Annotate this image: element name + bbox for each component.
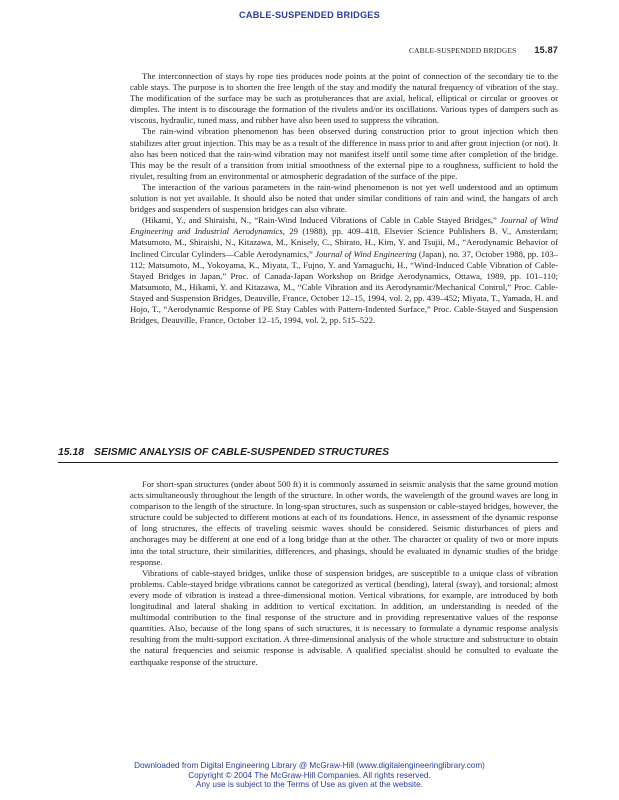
- footer-download-link[interactable]: Downloaded from Digital Engineering Library @ McGraw-Hill (www.digitalengineeringlibrary.com): [134, 761, 485, 770]
- section-title: SEISMIC ANALYSIS OF CABLE-SUSPENDED STRUCTURES: [94, 447, 390, 458]
- paragraph: The interaction of the various parameters in the rain-wind phenomenon is not yet well understood and an optimum solution is not yet available. It should also be noted that under similar conditions of rain and wind, the hangars of arch bridges and suspenders of suspension bridges can also vibrate.: [130, 181, 558, 215]
- running-head-title: CABLE-SUSPENDED BRIDGES: [409, 46, 517, 55]
- body-text-top: [130, 71, 558, 326]
- reference-text: , 29 (1988), pp. 409–418, Elsevier Science Publishers B. V., Amsterdam; Matsumoto, M., Shiraishi, N., Kitazawa, M., Knisely, C., Shirato, H., Kim, Y. and Tsujii, M., “Aerodynamic Behavior of Inclined Circular Cylinders—Cable Aerodynamics,”: [130, 226, 559, 259]
- references-paragraph: [130, 215, 558, 326]
- journal-title: Journal of Wind Engineering: [315, 248, 417, 259]
- paragraph: The rain-wind vibration phenomenon has been observed during construction prior to grout injection which then stabilizes after grout injection. This may be as a result of the difference in mass prior to and after grout injection (or not). It also has been noticed that the rain-wind vibration may not manifest itself until some time after completion of the bridge. This may be the result of a transition from initial smoothness of the external pipe to a roughness, sufficient to hold the rivulet, resulting from an environmental or atmospheric degradation of the surface of the pipe.: [130, 126, 558, 181]
- paragraph: For short-span structures (under about 500 ft) it is commonly assumed in seismic analysis that the same ground motion acts simultaneously throughout the length of the structure. In other words, the wavelength of the ground waves are long in comparison to the length of the structure. In long-span structures, such as suspension or cable-stayed bridges, however, the structure could be subjected to different motions at each of its foundations. Hence, in assessment of the dynamic response of long structures, the effects of traveling seismic waves should be considered. Seismic disturbances of piers and anchorages may be different at one end of a long bridge than at the other. The character or quality of two or more inputs into the total structure, their similarities, differences, and phasings, should be evaluated in dynamic studies of the bridge response.: [130, 479, 558, 567]
- footer-terms-link[interactable]: Any use is subject to the Terms of Use as given at the website.: [196, 780, 423, 790]
- paragraph: The interconnection of stays by rope ties produces node points at the point of connection of the secondary tie to the cable stays. The purpose is to shorten the free length of the stay and modify the natural frequency of vibration of the stay. The modification of the surface may be such as protuberances that are axial, helical, elliptical or circular or grooves or dimples. The intent is to discourage the formation of the rivulets and/or its oscillations. Various types of dampers such as viscous, hydraulic, tuned mass, and rubber have also been used to suppress the vibration.: [130, 71, 558, 126]
- reference-text: (Japan), no. 37, October 1988, pp. 103–112; Matsumoto, M., Yokoyama, K., Miyata, T., Fujno, Y. and Yamaguchi, H., “Wind-Induced Cable Vibration of Cable-Stayed Bridges in Japan,” Proc. of Canada-Japan Workshop on Bridge Aerodynamics, Ottawa, 1989, pp. 101–110; Matsumoto, M., Hikami, Y. and Kitazawa, M., “Cable Vibration and its Aerodynamic/Mechanical Control,” Proc. Cable-Stayed and Suspension Bridges, Deauville, France, October 12–15, 1994, vol. 2, pp. 439–452; Miyata, T., Yamada, H. and Hojo, T., “Aerodynamic Response of PE Stay Cables with Pattern-Indented Surface,” Proc. Cable-Stayed and Suspension Bridges, Deauville, France, October 12–15, 1994, vol. 2, pp. 515–522.: [130, 248, 558, 326]
- reference-text: (Hikami, Y., and Shiraishi, N., “Rain-Wind Induced Vibrations of Cable in Cable Stayed Bridges,”: [142, 215, 501, 226]
- section-heading: [58, 447, 558, 463]
- paragraph: Vibrations of cable-stayed bridges, unlike those of suspension bridges, are susceptible to a unique class of vibration problems. Cable-stayed bridge vibrations cannot be categorized as vertical (bending), lateral (sway), and torsional; almost every mode of vibration is instead a three-dimensional motion. Vertical vibrations, for example, are introduced by both longitudinal and lateral shaking in addition to vertical excitation. In addition, an understanding is needed of the multimodal contribution to the final response of the structure and in providing representative values of the response quantities. Also, because of the long spans of such structures, it is necessary to formulate a dynamic response analysis resulting from the multi-support excitation. A three-dimensional analysis of the whole structure and substructure to obtain the natural frequencies and seismic response is advisable. A qualified specialist should be consulted to evaluate the earthquake response of the structure.: [130, 567, 558, 667]
- section-number: 15.18: [58, 447, 85, 458]
- body-text-section: [130, 479, 558, 668]
- page-number: 15.87: [534, 45, 558, 55]
- running-head: [130, 45, 558, 55]
- journal-title: Journal of Wind Engineering and Industrial Aerodynamics: [130, 215, 558, 237]
- top-banner: CABLE-SUSPENDED BRIDGES: [239, 10, 380, 20]
- footer: [0, 761, 619, 790]
- footer-copyright: Copyright © 2004 The McGraw-Hill Companies. All rights reserved.: [188, 770, 431, 780]
